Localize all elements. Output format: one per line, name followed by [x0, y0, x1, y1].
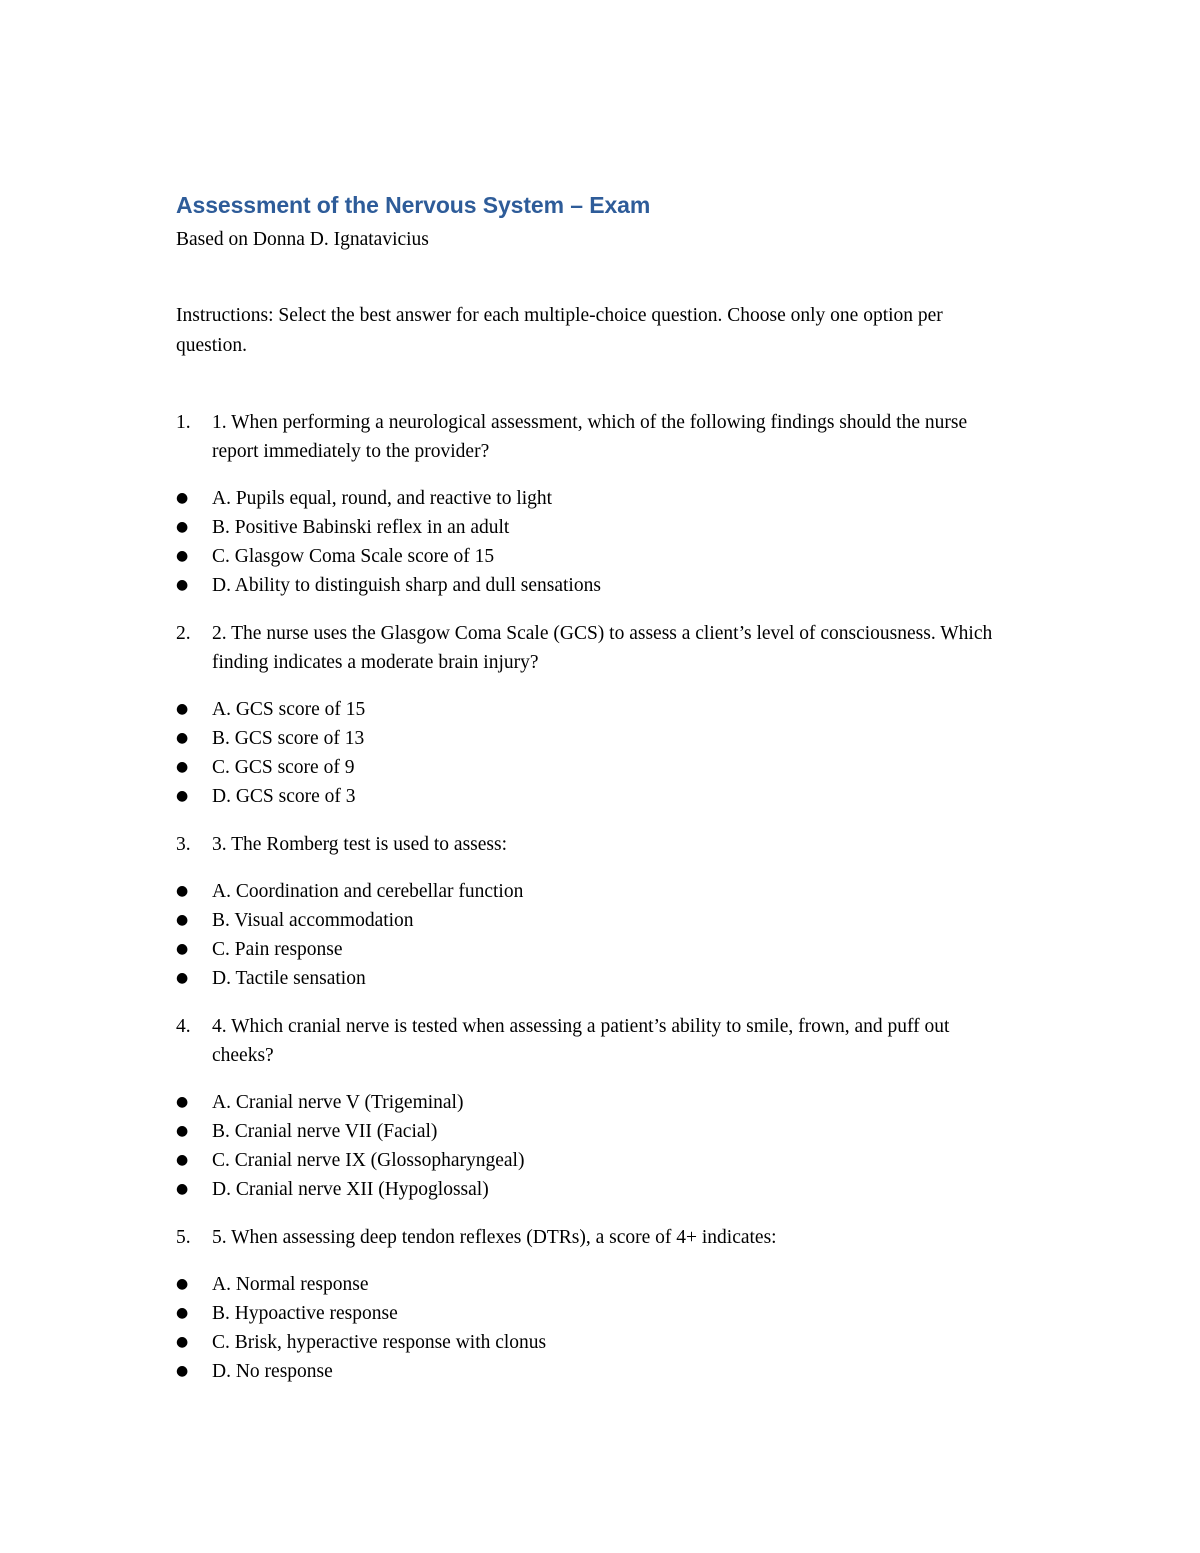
- answer-option: [176, 542, 1036, 571]
- answer-option-text: A. Normal response: [212, 1274, 369, 1295]
- question-stem: [176, 408, 1012, 466]
- answer-option: [176, 484, 1036, 513]
- bullet-icon: ●: [176, 1363, 189, 1379]
- answer-option-text: C. GCS score of 9: [212, 757, 355, 778]
- answer-option-text: D. GCS score of 3: [212, 786, 356, 807]
- answer-option-text: A. Coordination and cerebellar function: [212, 881, 524, 902]
- bullet-icon: ●: [176, 1123, 189, 1139]
- question-number: 3.: [176, 834, 191, 855]
- answer-option: [176, 1357, 1036, 1386]
- bullet-icon: ●: [176, 970, 189, 986]
- answer-option: [176, 964, 1036, 993]
- answer-option: [176, 1270, 1036, 1299]
- answer-options: [176, 695, 1036, 811]
- question-list: [176, 408, 1036, 1386]
- answer-option: [176, 1146, 1036, 1175]
- bullet-icon: ●: [176, 701, 189, 717]
- question-block: [176, 1012, 1036, 1204]
- document-subtitle: Based on Donna D. Ignatavicius: [176, 229, 429, 250]
- answer-option-text: D. Ability to distinguish sharp and dull sensations: [212, 575, 601, 596]
- answer-option: [176, 877, 1036, 906]
- question-block: [176, 619, 1036, 811]
- answer-option-text: A. GCS score of 15: [212, 699, 366, 720]
- question-text: 3. The Romberg test is used to assess:: [212, 834, 508, 855]
- bullet-icon: ●: [176, 577, 189, 593]
- answer-option: [176, 724, 1036, 753]
- answer-options: [176, 877, 1036, 993]
- question-stem: [176, 619, 1012, 677]
- answer-option: [176, 753, 1036, 782]
- answer-options: [176, 1270, 1036, 1386]
- question-number: 5.: [176, 1227, 191, 1248]
- answer-option-text: A. Pupils equal, round, and reactive to light: [212, 488, 553, 509]
- answer-option: [176, 1299, 1036, 1328]
- instructions-text: Instructions: Select the best answer for each multiple-choice question. Choose only one option per question.: [176, 305, 943, 356]
- answer-option-text: B. Cranial nerve VII (Facial): [212, 1121, 438, 1142]
- answer-option: [176, 695, 1036, 724]
- answer-option-text: B. Hypoactive response: [212, 1303, 398, 1324]
- answer-option-text: C. Glasgow Coma Scale score of 15: [212, 546, 495, 567]
- bullet-icon: ●: [176, 730, 189, 746]
- bullet-icon: ●: [176, 883, 189, 899]
- answer-option: [176, 513, 1036, 542]
- bullet-icon: ●: [176, 1152, 189, 1168]
- bullet-icon: ●: [176, 490, 189, 506]
- document-page: [176, 188, 1036, 1405]
- question-text: 1. When performing a neurological assessment, which of the following findings should the nurse report immediately to the provider?: [212, 412, 968, 462]
- answer-options: [176, 484, 1036, 600]
- bullet-icon: ●: [176, 1276, 189, 1292]
- answer-options: [176, 1088, 1036, 1204]
- answer-option-text: D. Tactile sensation: [212, 968, 366, 989]
- question-text: 5. When assessing deep tendon reflexes (DTRs), a score of 4+ indicates:: [212, 1227, 777, 1248]
- question-block: [176, 408, 1036, 600]
- answer-option-text: A. Cranial nerve V (Trigeminal): [212, 1092, 464, 1113]
- bullet-icon: ●: [176, 519, 189, 535]
- answer-option: [176, 1088, 1036, 1117]
- bullet-icon: ●: [176, 1094, 189, 1110]
- question-number: 1.: [176, 412, 191, 433]
- answer-option: [176, 1328, 1036, 1357]
- answer-option-text: D. No response: [212, 1361, 333, 1382]
- answer-option-text: C. Brisk, hyperactive response with clonus: [212, 1332, 547, 1353]
- bullet-icon: ●: [176, 912, 189, 928]
- question-number: 4.: [176, 1016, 191, 1037]
- answer-option: [176, 1175, 1036, 1204]
- question-text: 4. Which cranial nerve is tested when assessing a patient’s ability to smile, frown, and puff out cheeks?: [212, 1016, 950, 1066]
- answer-option: [176, 906, 1036, 935]
- bullet-icon: ●: [176, 788, 189, 804]
- answer-option-text: B. Positive Babinski reflex in an adult: [212, 517, 510, 538]
- bullet-icon: ●: [176, 1181, 189, 1197]
- question-block: [176, 830, 1036, 993]
- question-text: 2. The nurse uses the Glasgow Coma Scale (GCS) to assess a client’s level of consciousness. Which finding indicates a moderate brain injury?: [212, 623, 993, 673]
- answer-option-text: D. Cranial nerve XII (Hypoglossal): [212, 1179, 489, 1200]
- question-stem: [176, 830, 1012, 859]
- answer-option-text: B. Visual accommodation: [212, 910, 414, 931]
- bullet-icon: ●: [176, 941, 189, 957]
- answer-option-text: C. Cranial nerve IX (Glossopharyngeal): [212, 1150, 525, 1171]
- question-stem: [176, 1223, 1012, 1252]
- bullet-icon: ●: [176, 759, 189, 775]
- question-number: 2.: [176, 623, 191, 644]
- document-title: Assessment of the Nervous System – Exam: [176, 192, 651, 218]
- bullet-icon: ●: [176, 548, 189, 564]
- answer-option-text: C. Pain response: [212, 939, 343, 960]
- bullet-icon: ●: [176, 1305, 189, 1321]
- answer-option: [176, 1117, 1036, 1146]
- question-block: [176, 1223, 1036, 1386]
- answer-option: [176, 571, 1036, 600]
- answer-option: [176, 935, 1036, 964]
- bullet-icon: ●: [176, 1334, 189, 1350]
- question-stem: [176, 1012, 1012, 1070]
- answer-option: [176, 782, 1036, 811]
- answer-option-text: B. GCS score of 13: [212, 728, 365, 749]
